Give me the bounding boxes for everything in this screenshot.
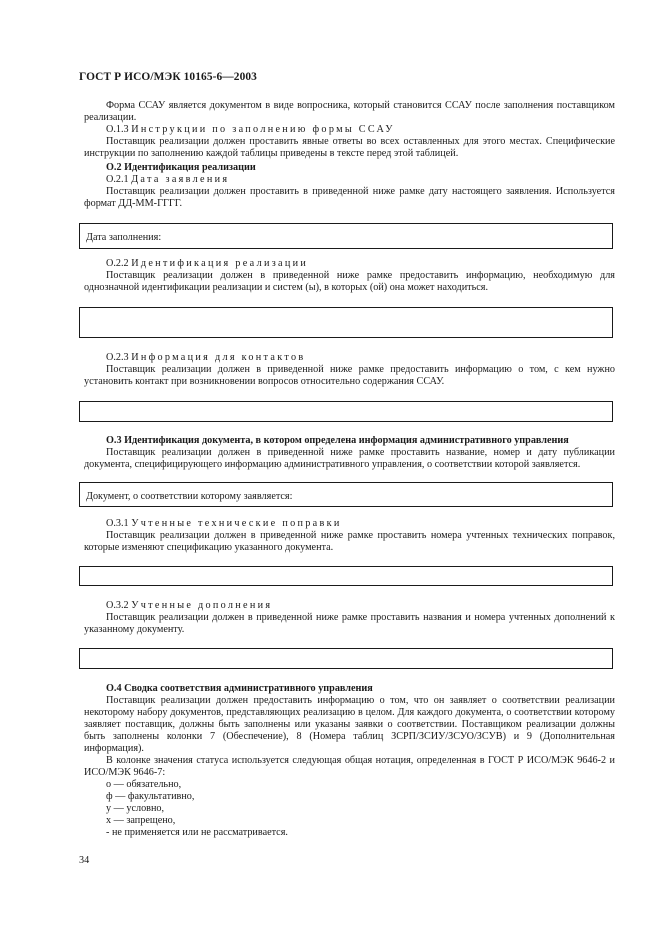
subsection-o32-heading: О.3.2 Учтенные дополнения (106, 600, 273, 611)
intro-section (84, 100, 615, 160)
o13-paragraph: Поставщик реализации должен проставить явные ответы во всех оставленных для этого местах. Специфические инструкции по заполнению каждой таблицы приведены в тексте перед этой таблицей. (84, 136, 615, 159)
section-o2 (84, 162, 615, 210)
subsection-o31-heading: О.3.1 Учтенные технические поправки (106, 518, 342, 529)
o4-paragraph-2: В колонке значения статуса используется следующая общая нотация, определенная в ГОСТ Р ИСО/МЭК 9646-2 и ИСО/МЭК 9646-7: (84, 755, 615, 778)
notation-item: у — условно, (106, 803, 165, 814)
subsection-number: О.1.3 (106, 124, 129, 135)
subsection-o32 (84, 600, 615, 636)
subsection-o22-heading: О.2.2 Идентификация реализации (106, 258, 309, 269)
running-header: ГОСТ Р ИСО/МЭК 10165-6—2003 (79, 71, 257, 83)
document-field-label: Документ, о соответствии которому заявляется: (86, 491, 293, 502)
amendments-box[interactable] (79, 648, 613, 669)
subsection-o13-heading (84, 124, 615, 136)
o3-paragraph: Поставщик реализации должен в приведенной ниже рамке проставить название, номер и дату публикации документа, специфицирующего информацию административного управления, о соответствии которой заявляется. (84, 447, 615, 470)
section-heading: О.4 Сводка соответствия административного управления (106, 683, 373, 694)
intro-paragraph: Форма ССАУ является документом в виде вопросника, который становится ССАУ после заполнения поставщиком реализации. (84, 100, 615, 123)
o22-paragraph: Поставщик реализации должен в приведенной ниже рамке предоставить информацию, необходимую для однозначной идентификации реализации и систем (ы), в которых (ой) она может находиться. (84, 270, 615, 293)
section-heading: О.3 Идентификация документа, в котором определена информация административного управления (106, 435, 569, 446)
document-field-box[interactable] (79, 482, 613, 507)
technical-corrigenda-box[interactable] (79, 566, 613, 586)
section-o3 (84, 435, 615, 471)
o4-paragraph-1: Поставщик реализации должен предоставить информацию о том, что он заявляет о соответствии реализации некоторому набору документов, представляющих реализацию в целом. Для каждого документа, о соответствии которому заявляет поставщик, должны быть заполнены или указаны заявки о соответствии. Поставщиком реализации должны быть заполнены колонки 7 (Обеспечение), 8 (Номера таблиц ЗСРП/ЗСИУ/ЗСУО/ЗСУВ) и 9 (Дополнительная информация). (84, 695, 615, 754)
o21-paragraph: Поставщик реализации должен проставить в приведенной ниже рамке дату настоящего заявления. Используется формат ДД-ММ-ГГГГ. (84, 186, 615, 209)
subsection-title: Инструкции по заполнению формы ССАУ (131, 124, 395, 135)
o32-paragraph: Поставщик реализации должен в приведенной ниже рамке проставить названия и номера учтенных дополнений к указанному документу. (84, 612, 615, 635)
date-field-label: Дата заполнения: (86, 232, 162, 243)
notation-item: ф — факультативно, (106, 791, 195, 802)
subsection-o22 (84, 258, 615, 294)
date-field-box[interactable] (79, 223, 613, 249)
contact-info-box[interactable] (79, 401, 613, 422)
notation-item: о — обязательно, (106, 779, 182, 790)
subsection-o21-heading: О.2.1 Дата заявления (106, 174, 230, 185)
subsection-o23-heading: О.2.3 Информация для контактов (106, 352, 306, 363)
section-o4 (84, 683, 615, 839)
implementation-id-box[interactable] (79, 307, 613, 338)
subsection-o31 (84, 518, 615, 554)
section-heading: О.2 Идентификация реализации (106, 162, 256, 173)
page-number: 34 (79, 855, 90, 866)
o23-paragraph: Поставщик реализации должен в приведенной ниже рамке предоставить информацию о том, с кем нужно установить контакт при возникновении вопросов относительно содержания ССАУ. (84, 364, 615, 387)
notation-item: х — запрещено, (106, 815, 176, 826)
subsection-o23 (84, 352, 615, 388)
notation-item: - не применяется или не рассматривается. (106, 827, 288, 838)
o31-paragraph: Поставщик реализации должен в приведенной ниже рамке проставить номера учтенных технических поправок, которые изменяют спецификацию указанного документа. (84, 530, 615, 553)
